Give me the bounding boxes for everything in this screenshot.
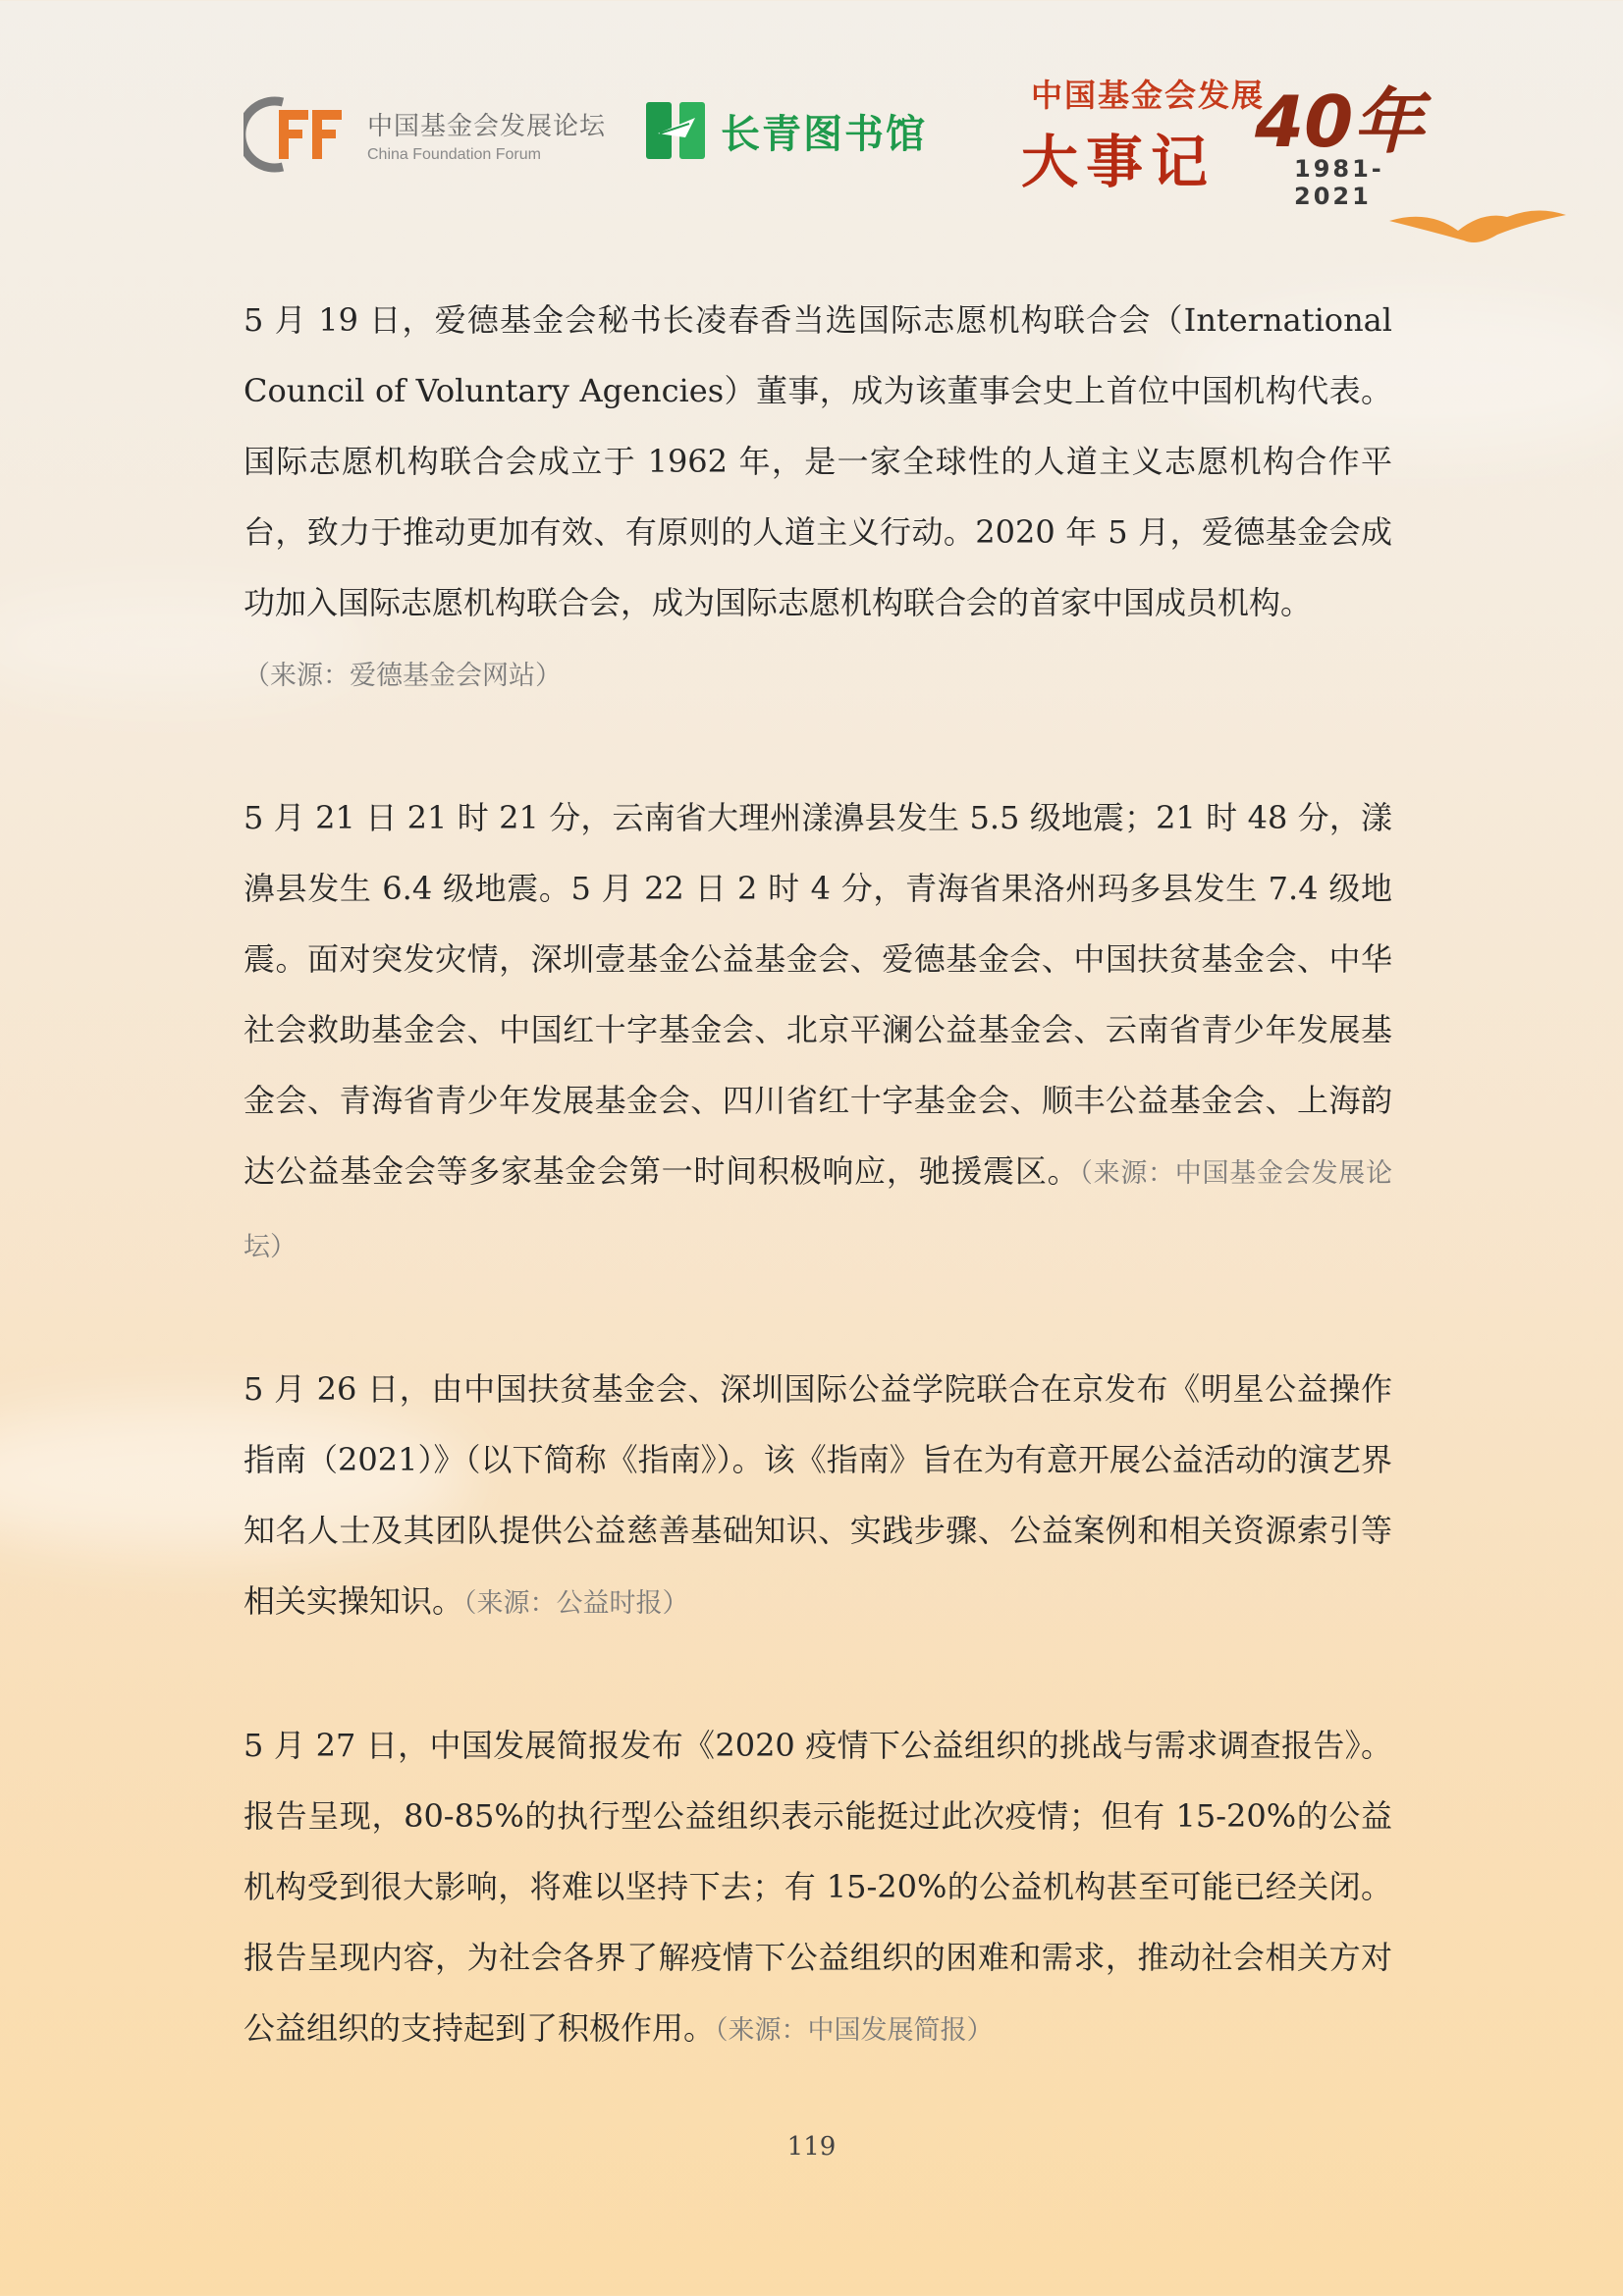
event-source: （来源：中国基金会发展论坛）	[243, 1158, 1392, 1262]
event-body: 5 月 21 日 21 时 21 分，云南省大理州漾濞县发生 5.5 级地震；21 时 48 分，漾濞县发生 6.4 级地震。5 月 22 日 2 时 4 分，青海省果洛州玛多县发生 7.4 级地震。面对突发灾情，深圳壹基金公益基金会、爱德基金会、中国扶贫基金会、中华社会救助基金会、中国红十字基金会、北京平澜公益基金会、云南省青少年发展基金会、青海省青少年发展基金会、四川省红十字基金会、顺丰公益基金会、上海韵达公益基金会等多家基金会第一时间积极响应，驰援震区。	[243, 799, 1392, 1190]
content-area	[243, 285, 1392, 2137]
annals-title-main: 大事记	[1021, 129, 1217, 195]
library-logo	[646, 98, 927, 163]
cff-logo-cn: 中国基金会发展论坛	[367, 111, 607, 141]
event-text	[243, 1354, 1392, 1639]
event-text	[243, 1710, 1392, 2066]
event-entry	[243, 285, 1392, 712]
event-body: 5 月 26 日，由中国扶贫基金会、深圳国际公益学院联合在京发布《明星公益操作指南（2021）》（以下简称《指南》）。该《指南》旨在为有意开展公益活动的演艺界知名人士及其团队提供公益慈善基础知识、实践步骤、公益案例和相关资源索引等相关实操知识。	[243, 1370, 1392, 1620]
annals-logo	[1021, 59, 1434, 210]
event-text	[243, 285, 1392, 712]
event-text	[243, 782, 1392, 1283]
event-entry	[243, 1710, 1392, 2066]
page-number: 119	[786, 2132, 837, 2162]
event-source: （来源：爱德基金会网站）	[243, 661, 562, 691]
annals-title-top: 中国基金会发展	[1031, 77, 1266, 114]
cff-logo	[243, 96, 606, 173]
event-entry	[243, 1354, 1392, 1639]
event-entry	[243, 782, 1392, 1283]
leaf-book-icon	[646, 98, 707, 163]
cff-logo-icon	[243, 96, 352, 173]
library-logo-text: 长青图书馆	[721, 111, 927, 157]
event-source: （来源：中国发展简报）	[715, 2015, 994, 2046]
page-header	[236, 59, 1425, 210]
event-source: （来源：公益时报）	[463, 1588, 689, 1619]
flying-bird-icon	[1389, 201, 1566, 260]
annals-year-range: 1981-2021	[1294, 155, 1384, 210]
event-body: 5 月 19 日，爱德基金会秘书长凌春香当选国际志愿机构联合会（International Council of Voluntary Agencies）董事，成为该董事会史上首位中国机构代表。国际志愿机构联合会成立于 1962 年，是一家全球性的人道主义志愿机构合作平台，致力于推动更加有效、有原则的人道主义行动。2020 年 5 月，爱德基金会成功加入国际志愿机构联合会，成为国际志愿机构联合会的首家中国成员机构。	[243, 301, 1392, 621]
annals-40-years: 40年	[1255, 80, 1425, 163]
event-body: 5 月 27 日，中国发展简报发布《2020 疫情下公益组织的挑战与需求调查报告》。报告呈现，80-85%的执行型公益组织表示能挺过此次疫情；但有 15-20%的公益机构受到很大影响，将难以坚持下去；有 15-20%的公益机构甚至可能已经关闭。报告呈现内容，为社会各界了解疫情下公益组织的困难和需求，推动社会相关方对公益组织的支持起到了积极作用。	[243, 1727, 1392, 2047]
cff-logo-en: China Foundation Forum	[367, 145, 541, 163]
